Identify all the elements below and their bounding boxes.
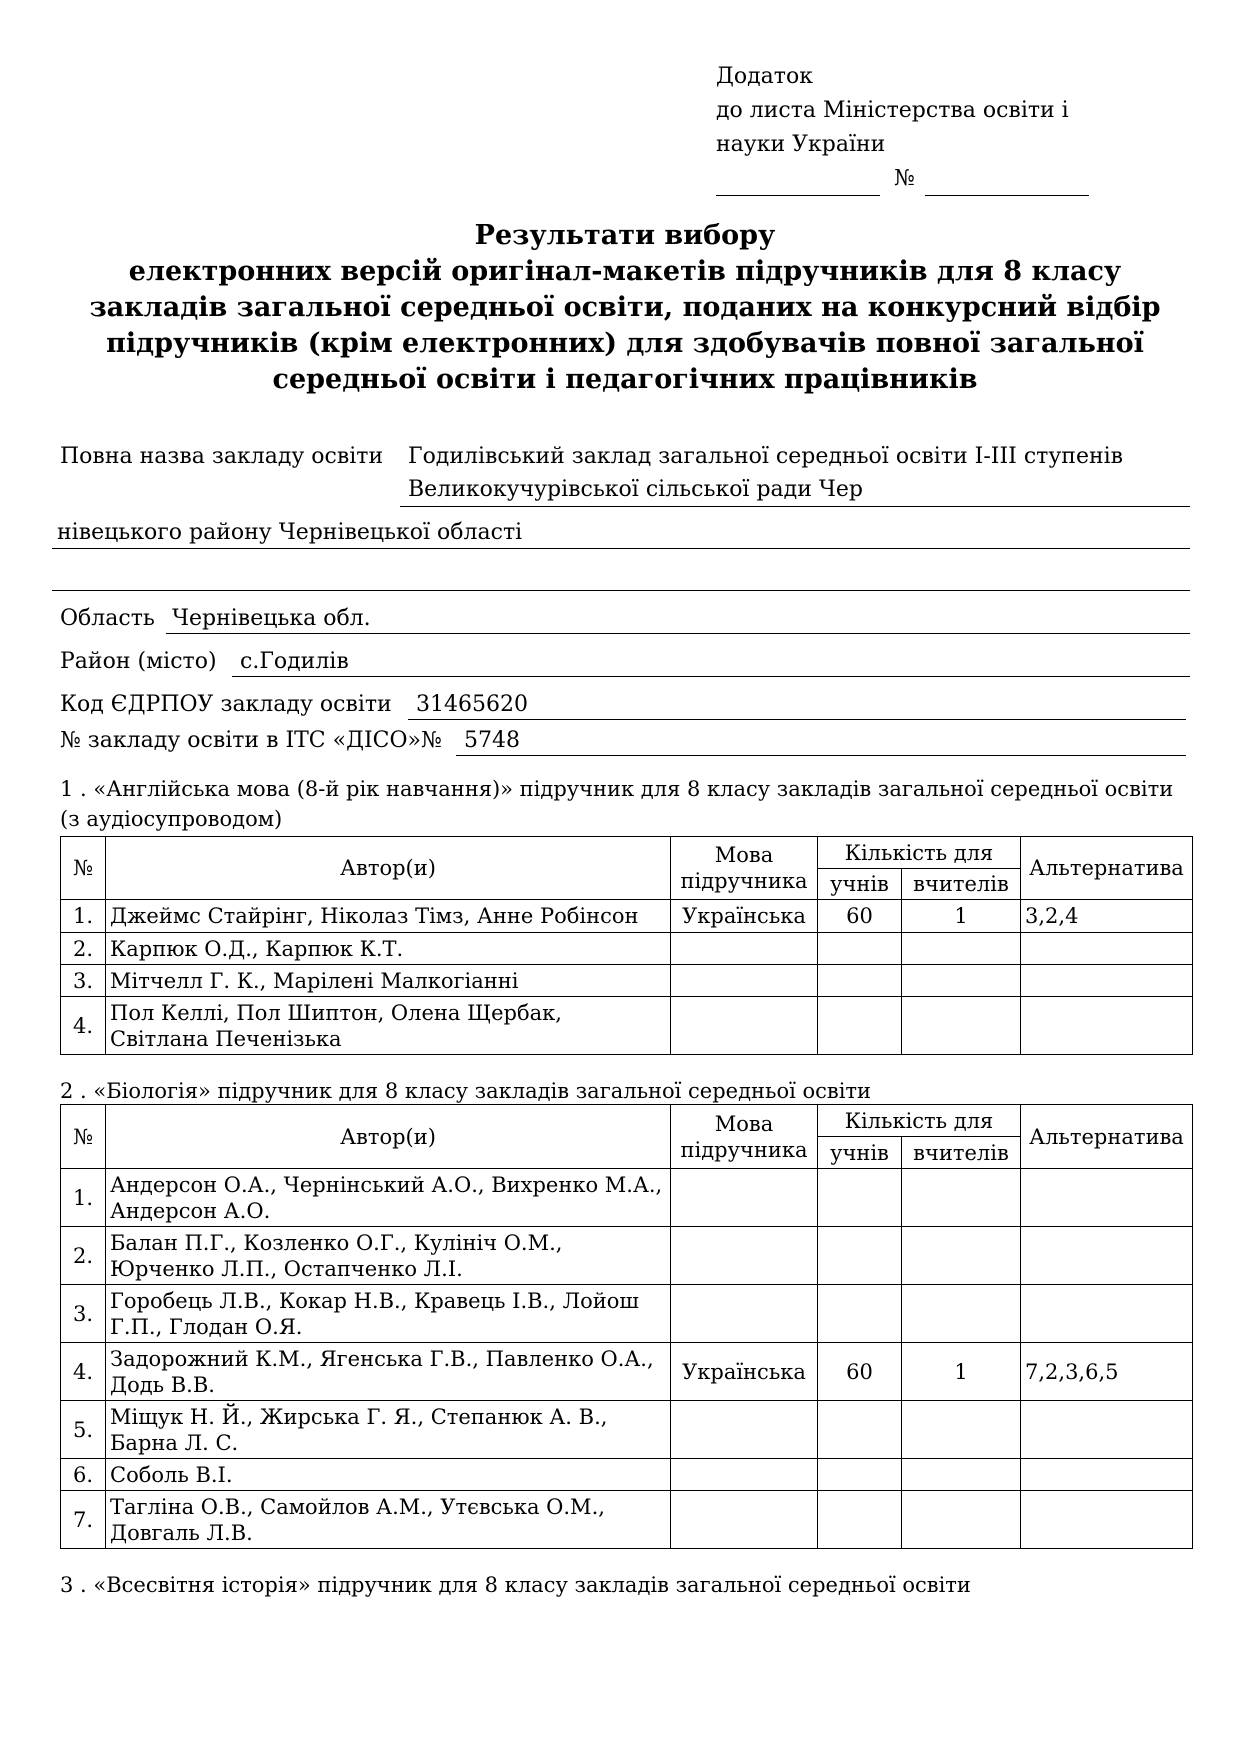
section-1-table: [60, 836, 1193, 1055]
title-line-1: Результати вибору: [474, 220, 776, 251]
row-teachers: [902, 965, 1021, 997]
row-students: [818, 933, 902, 965]
appendix-number-line: [716, 162, 1089, 196]
header-quantity: Кількість для: [818, 837, 1021, 869]
row-alternative: [1021, 997, 1193, 1055]
row-language: Українська: [671, 1343, 818, 1401]
row-students: [818, 1285, 902, 1343]
row-num: 3.: [61, 1285, 106, 1343]
institution-name-underline: [400, 506, 1190, 507]
row-alternative: [1021, 1459, 1193, 1491]
row-alternative: [1021, 1285, 1193, 1343]
number-sign: №: [894, 166, 915, 191]
appendix-line-3: науки України: [716, 132, 886, 157]
title-line-3: закладів загальної середньої освіти, поданих на конкурсний відбір: [89, 292, 1161, 323]
row-language: Українська: [671, 900, 818, 933]
table-row: [61, 997, 1193, 1055]
header-quantity: Кількість для: [818, 1105, 1021, 1137]
row-teachers: 1: [902, 900, 1021, 933]
header-language: [671, 837, 818, 900]
table-row: [61, 1343, 1193, 1401]
header-alternative: Альтернатива: [1021, 1105, 1193, 1169]
row-teachers: [902, 997, 1021, 1055]
row-teachers: [902, 1227, 1021, 1285]
edrpou-value: 31465620: [416, 692, 528, 717]
title-line-4: підручників (крім електронних) для здобувачів повної загальної: [106, 328, 1144, 359]
row-language: [671, 1285, 818, 1343]
row-alternative: [1021, 1491, 1193, 1549]
table-row: [61, 1459, 1193, 1491]
row-teachers: [902, 1459, 1021, 1491]
row-language: [671, 997, 818, 1055]
row-alternative: [1021, 933, 1193, 965]
row-teachers: [902, 1401, 1021, 1459]
region-label: Область: [60, 606, 155, 631]
row-authors: Джеймс Стайрінг, Ніколаз Тімз, Анне Робінсон: [106, 900, 671, 933]
row-num: 6.: [61, 1459, 106, 1491]
its-underline: [456, 755, 1186, 756]
table-row: [61, 1401, 1193, 1459]
table-row: [61, 965, 1193, 997]
row-teachers: 1: [902, 1343, 1021, 1401]
row-language: [671, 1401, 818, 1459]
table-header-row: [61, 1105, 1193, 1137]
row-authors: Тагліна О.В., Самойлов А.М., Утєвська О.М., Довгаль Л.В.: [106, 1491, 671, 1549]
table-row: [61, 1285, 1193, 1343]
row-alternative: [1021, 1401, 1193, 1459]
row-authors: Карпюк О.Д., Карпюк К.Т.: [106, 933, 671, 965]
row-teachers: [902, 1285, 1021, 1343]
row-teachers: [902, 933, 1021, 965]
appendix-line-2: до листа Міністерства освіти і: [716, 98, 1069, 123]
row-students: [818, 1491, 902, 1549]
region-value: Чернівецька обл.: [172, 606, 371, 631]
row-num: 4.: [61, 997, 106, 1055]
header-language-line-2: підручника: [680, 1137, 808, 1162]
section-2-title: 2 . «Біологія» підручник для 8 класу закладів загальної середньої освіти: [60, 1079, 872, 1103]
row-students: [818, 1169, 902, 1227]
district-underline: [232, 676, 1190, 677]
row-language: [671, 965, 818, 997]
title-line-5: середньої освіти і педагогічних працівників: [272, 364, 978, 395]
blank-underline: [52, 590, 1190, 591]
header-alternative: Альтернатива: [1021, 837, 1193, 900]
institution-name-underline-2: [52, 548, 1190, 549]
row-teachers: [902, 1169, 1021, 1227]
district-label: Район (місто): [60, 649, 217, 674]
row-authors: Мітчелл Г. К., Марілені Малкогіанні: [106, 965, 671, 997]
header-students: учнів: [818, 869, 902, 900]
region-underline: [166, 633, 1190, 634]
header-students: учнів: [818, 1137, 902, 1169]
row-alternative: [1021, 965, 1193, 997]
row-num: 3.: [61, 965, 106, 997]
row-language: [671, 1459, 818, 1491]
row-language: [671, 1169, 818, 1227]
row-num: 5.: [61, 1401, 106, 1459]
row-students: [818, 997, 902, 1055]
row-authors: Задорожний К.М., Ягенська Г.В., Павленко О.А., Додь В.В.: [106, 1343, 671, 1401]
appendix-block: [716, 60, 1089, 196]
row-authors: Соболь В.І.: [106, 1459, 671, 1491]
row-alternative: 7,2,3,6,5: [1021, 1343, 1193, 1401]
row-students: [818, 965, 902, 997]
its-value: 5748: [464, 728, 520, 753]
row-num: 2.: [61, 1227, 106, 1285]
institution-name-line-3: нівецького району Чернівецької області: [57, 520, 523, 545]
table-row: [61, 1491, 1193, 1549]
header-teachers: вчителів: [902, 869, 1021, 900]
institution-name-label: Повна назва закладу освіти: [60, 444, 384, 469]
header-language-line-1: Мова: [714, 843, 774, 867]
row-students: [818, 1459, 902, 1491]
row-teachers: [902, 1491, 1021, 1549]
table-row: [61, 900, 1193, 933]
header-language-line-1: Мова: [714, 1111, 774, 1136]
header-authors: Автор(и): [106, 837, 671, 900]
appendix-line-1: Додаток: [716, 64, 813, 89]
row-authors: Пол Келлі, Пол Шиптон, Олена Щербак, Світлана Печенізька: [106, 997, 671, 1055]
title-line-2: електронних версій оригінал-макетів підручників для 8 класу: [128, 256, 1122, 287]
letter-number-blank: [925, 167, 1089, 196]
row-alternative: [1021, 1169, 1193, 1227]
row-num: 4.: [61, 1343, 106, 1401]
row-num: 7.: [61, 1491, 106, 1549]
row-alternative: 3,2,4: [1021, 900, 1193, 933]
document-title: [60, 218, 1190, 398]
table-row: [61, 1227, 1193, 1285]
header-num: №: [61, 1105, 106, 1169]
its-label: № закладу освіти в ІТС «ДІСО»№: [60, 728, 442, 753]
header-language-line-2: підручника: [680, 869, 808, 893]
section-1-title: 1 . «Англійська мова (8-й рік навчання)» підручник для 8 класу закладів загальної середньої освіти (з аудіосупроводом): [60, 777, 1174, 831]
header-language: [671, 1105, 818, 1169]
institution-name-line-2: Великокучурівської сільської ради Чер: [408, 477, 863, 502]
row-students: [818, 1401, 902, 1459]
header-authors: Автор(и): [106, 1105, 671, 1169]
row-language: [671, 1491, 818, 1549]
table-row: [61, 933, 1193, 965]
edrpou-underline: [408, 719, 1186, 720]
row-language: [671, 1227, 818, 1285]
header-teachers: вчителів: [902, 1137, 1021, 1169]
row-students: 60: [818, 1343, 902, 1401]
row-language: [671, 933, 818, 965]
row-authors: Міщук Н. Й., Жирська Г. Я., Степанюк А. В., Барна Л. С.: [106, 1401, 671, 1459]
table-header-row: [61, 837, 1193, 869]
row-authors: Горобець Л.В., Кокар Н.В., Кравець І.В., Лойош Г.П., Глодан О.Я.: [106, 1285, 671, 1343]
row-num: 1.: [61, 1169, 106, 1227]
edrpou-label: Код ЄДРПОУ закладу освіти: [60, 692, 392, 717]
header-num: №: [61, 837, 106, 900]
section-2-table: [60, 1104, 1193, 1549]
district-value: с.Годилів: [240, 649, 349, 674]
row-num: 2.: [61, 933, 106, 965]
institution-name-line-1: Годилівський заклад загальної середньої освіти I-III ступенів: [408, 444, 1124, 469]
row-alternative: [1021, 1227, 1193, 1285]
row-students: 60: [818, 900, 902, 933]
section-3-title: 3 . «Всесвітня історія» підручник для 8 класу закладів загальної середньої освіти: [60, 1573, 971, 1597]
row-students: [818, 1227, 902, 1285]
row-authors: Балан П.Г., Козленко О.Г., Кулініч О.М., Юрченко Л.П., Остапченко Л.І.: [106, 1227, 671, 1285]
letter-date-blank: [716, 167, 880, 196]
table-row: [61, 1169, 1193, 1227]
row-num: 1.: [61, 900, 106, 933]
row-authors: Андерсон О.А., Чернінський А.О., Вихренко М.А., Андерсон А.О.: [106, 1169, 671, 1227]
